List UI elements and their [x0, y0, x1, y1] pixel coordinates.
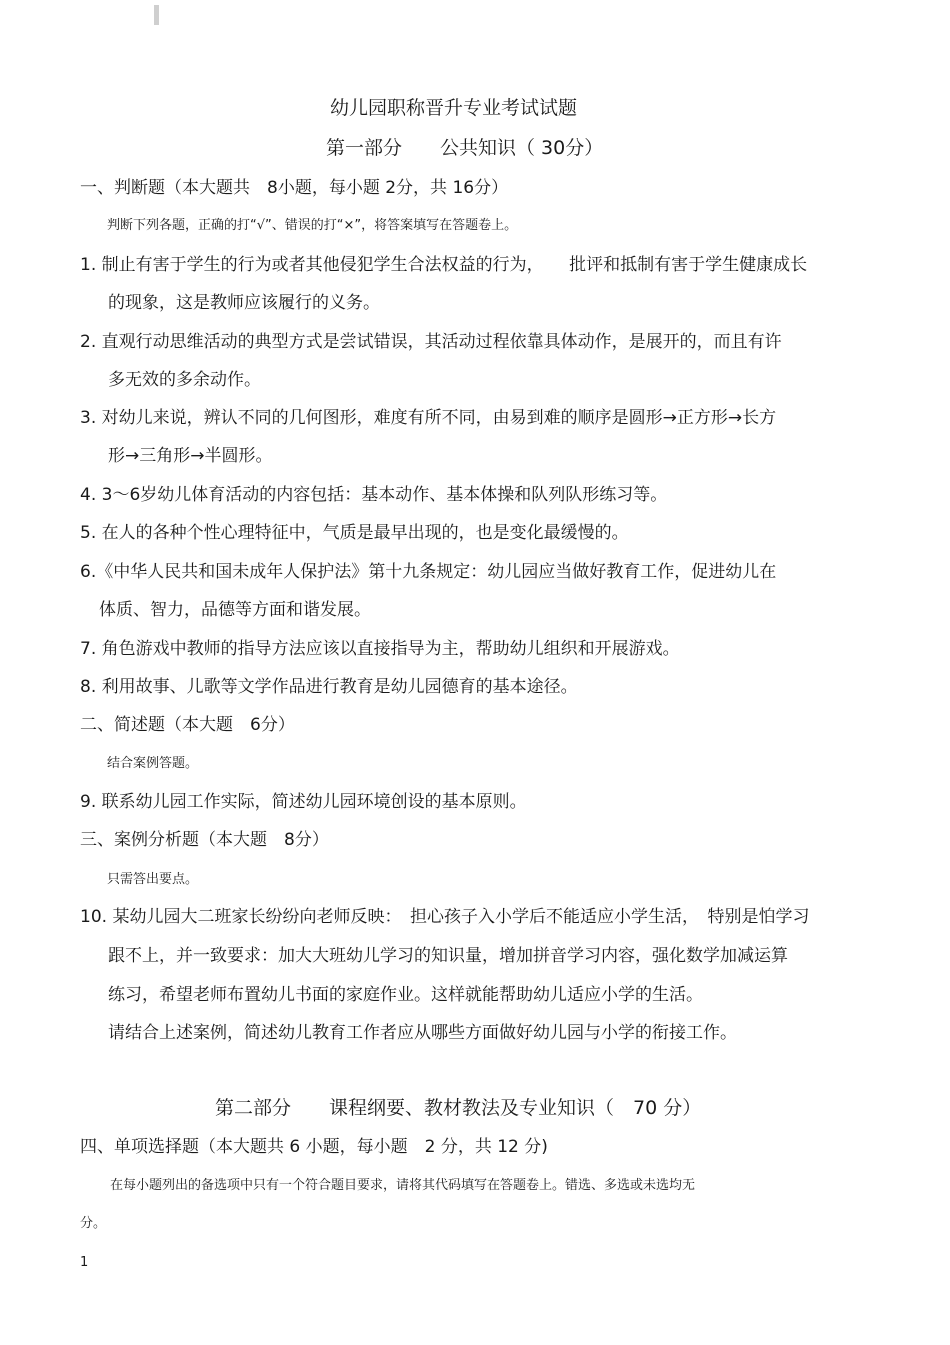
question-10-line3: 练习，希望老师布置幼儿书面的家庭作业。这样就能帮助幼儿适应小学的生活。 — [108, 985, 703, 1005]
sec2-heading: 二、简述题（本大题 6分） — [80, 715, 295, 735]
question-6-line1: 6.《中华人民共和国未成年人保护法》第十九条规定：幼儿园应当做好教育工作，促进幼儿在 — [80, 562, 777, 582]
sec4-instruction-line2: 分。 — [80, 1216, 107, 1231]
question-1-line2: 的现象，这是教师应该履行的义务。 — [108, 293, 380, 313]
sec4-instruction-line1: 在每小题列出的备选项中只有一个符合题目要求，请将其代码填写在答题卷上。错选、多选或未选均无 — [110, 1178, 696, 1193]
question-2-line2: 多无效的多余动作。 — [108, 370, 261, 390]
question-5: 5. 在人的各种个性心理特征中，气质是最早出现的，也是变化最缓慢的。 — [80, 523, 629, 543]
part2-heading: 第二部分 课程纲要、教材教法及专业知识（ 70 分） — [215, 1097, 702, 1119]
question-3-line2: 形→三角形→半圆形。 — [108, 446, 273, 466]
question-10-line1: 10. 某幼儿园大二班家长纷纷向老师反映： 担心孩子入小学后不能适应小学生活， 特别是怕学习 — [80, 907, 810, 927]
question-10-line2: 跟不上，并一致要求：加大大班幼儿学习的知识量，增加拼音学习内容，强化数学加减运算 — [108, 946, 788, 966]
question-8: 8. 利用故事、儿歌等文学作品进行教育是幼儿园德育的基本途径。 — [80, 677, 578, 697]
sec3-heading: 三、案例分析题（本大题 8分） — [80, 830, 329, 850]
sec2-instruction: 结合案例答题。 — [107, 756, 199, 771]
sec4-heading: 四、单项选择题（本大题共 6 小题，每小题 2 分，共 12 分) — [80, 1137, 548, 1157]
scan-mark — [154, 5, 159, 25]
page-number: 1 — [80, 1255, 89, 1270]
question-1-line1: 1. 制止有害于学生的行为或者其他侵犯学生合法权益的行为， 批评和抵制有害于学生健康成长 — [80, 255, 808, 275]
sec1-instruction: 判断下列各题，正确的打“√”、错误的打“×”，将答案填写在答题卷上。 — [107, 218, 518, 233]
question-10-line4: 请结合上述案例，简述幼儿教育工作者应从哪些方面做好幼儿园与小学的衔接工作。 — [108, 1023, 737, 1043]
question-3-line1: 3. 对幼儿来说，辨认不同的几何图形，难度有所不同，由易到难的顺序是圆形→正方形→长方 — [80, 408, 777, 428]
sec3-instruction: 只需答出要点。 — [107, 872, 199, 887]
part1-heading: 第一部分 公共知识（ 30分） — [326, 137, 604, 159]
doc-title: 幼儿园职称晋升专业考试试题 — [330, 97, 578, 119]
sec1-heading: 一、判断题（本大题共 8小题，每小题 2分，共 16分） — [80, 178, 509, 198]
question-7: 7. 角色游戏中教师的指导方法应该以直接指导为主，帮助幼儿组织和开展游戏。 — [80, 639, 680, 659]
question-9: 9. 联系幼儿园工作实际，简述幼儿园环境创设的基本原则。 — [80, 792, 527, 812]
question-4: 4. 3～6岁幼儿体育活动的内容包括：基本动作、基本体操和队列队形练习等。 — [80, 485, 668, 505]
question-6-line2: 体质、智力，品德等方面和谐发展。 — [99, 600, 371, 620]
question-2-line1: 2. 直观行动思维活动的典型方式是尝试错误，其活动过程依靠具体动作，是展开的，而且有许 — [80, 332, 782, 352]
